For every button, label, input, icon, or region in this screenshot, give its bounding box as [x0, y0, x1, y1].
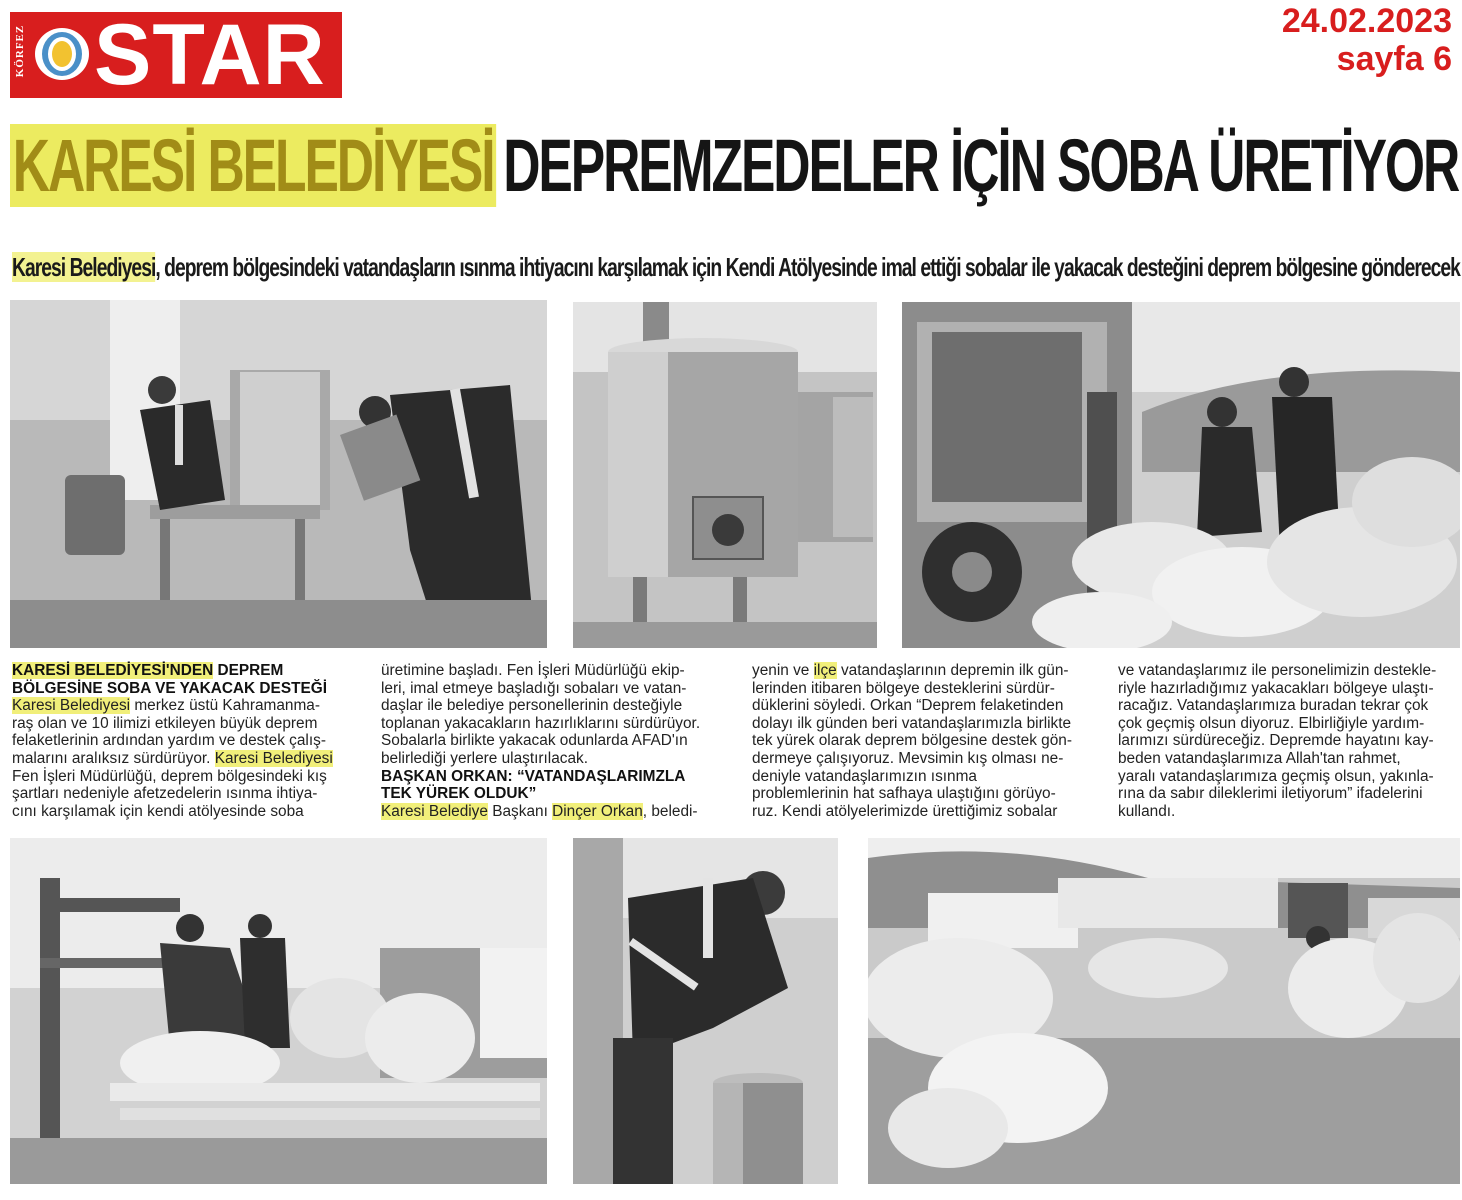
- logo-vertical-band: [10, 12, 30, 98]
- loading-sacks-photo: [10, 838, 547, 1184]
- col1-heading-rest: DEPREM: [213, 662, 284, 679]
- col4-line9: kullandı.: [1118, 802, 1176, 820]
- workers-building-stove-photo: [10, 300, 547, 648]
- forklift-firewood-photo: [902, 302, 1460, 648]
- col3-highlight-1: ilçe: [813, 662, 837, 679]
- col2-text-1: Başkanı: [487, 802, 553, 820]
- col1-line1: [12, 697, 357, 715]
- issue-date: 24.02.2023: [1281, 2, 1452, 40]
- star-logo: [10, 7, 342, 103]
- col1-heading-highlight: KARESİ BELEDİYESİ'NDEN: [12, 662, 214, 679]
- headline: [10, 116, 1458, 216]
- col2-highlight-1: Karesi Belediye: [381, 802, 488, 820]
- col4-line8: rına da sabır dileklerimi iletiyorum” ifadelerini: [1118, 785, 1423, 803]
- subhead-highlight: Karesi Belediyesi: [12, 252, 156, 282]
- article-column-4: [1118, 662, 1462, 820]
- issue-date-block: [1282, 2, 1452, 78]
- col3-line4: dolayı ilk günden beri vatandaşlarımızla birlikte: [752, 714, 1072, 732]
- col3-line6: dermeye çalışıyoruz. Mevsimin kış olması ne-: [752, 749, 1064, 767]
- col1-heading-line1: [12, 662, 357, 680]
- col2-line4: toplanan yakacakların hazırlıklarını sürdürüyor.: [381, 714, 701, 732]
- col4-line7: yaralı vatandaşlarımıza geçmiş olsun, yakınla-: [1118, 767, 1434, 785]
- col2-line2: leri, imal etmeye başladığı sobaları ve vatan-: [381, 679, 687, 697]
- finished-stove-photo: [573, 302, 877, 648]
- col4-line6: beden vatandaşlarımıza Allah'tan rahmet,: [1118, 749, 1401, 767]
- col3-text-2: vatandaşlarının depremin ilk gün-: [836, 662, 1069, 679]
- col1-line5: Fen İşleri Müdürlüğü, deprem bölgesindeki kış: [12, 767, 327, 785]
- col1-line2: raş olan ve 10 ilimizi etkileyen büyük deprem: [12, 714, 318, 732]
- firewood-sacks-yard-photo: [868, 838, 1460, 1184]
- col2-highlight-2: Dinçer Orkan: [552, 802, 643, 820]
- col1-line3: felaketlerinin ardından yardım ve destek çalış-: [12, 732, 326, 750]
- worker-welding-stove-photo: [573, 838, 838, 1184]
- col4-line1: ve vatandaşlarımız ile personelimizin destekle-: [1118, 662, 1437, 679]
- logo-text: STAR: [94, 7, 326, 103]
- col3-line5: tek yürek olarak deprem bölgesine destek gön-: [752, 732, 1072, 750]
- subhead-text: , deprem bölgesindeki vatandaşların ısınma ihtiyacını karşılamak için Kendi Atölyesinde imal ettiği sobalar ile yakacak desteğini deprem bölgesine gönderecek: [155, 252, 1460, 282]
- col1-text-1: merkez üstü Kahramanma-: [130, 697, 320, 715]
- col3-line1: [752, 662, 1102, 680]
- col2-subheading-line2: TEK YÜREK OLDUK”: [381, 785, 537, 803]
- article-column-1: [12, 662, 357, 820]
- col2-line6: belirlediği yerlere ulaştırılacak.: [381, 749, 589, 767]
- headline-rest: DEPREMZEDELER İÇİN SOBA ÜRETİYOR: [503, 124, 1459, 207]
- col3-line7: deniyle vatandaşlarımızın ısınma: [752, 767, 977, 785]
- col3-line3: düklerini söyledi. Orkan “Deprem felaketinden: [752, 697, 1064, 715]
- article-column-3: [752, 662, 1102, 820]
- col4-line3: racağız. Vatandaşlarımıza buradan tekrar çok: [1118, 697, 1429, 715]
- col1-heading-line2: BÖLGESİNE SOBA VE YAKACAK DESTEĞİ: [12, 679, 327, 697]
- col1-line7: cını karşılamak için kendi atölyesinde soba: [12, 802, 304, 820]
- col1-text-4: malarını aralıksız sürdürüyor.: [12, 749, 215, 767]
- logo-vertical-text: KÖRFEZ: [14, 24, 26, 78]
- article-column-2: [381, 662, 731, 820]
- subheadline: [12, 250, 1460, 284]
- col3-line2: lerinden itibaren bölgeye desteklerini sürdür-: [752, 679, 1055, 697]
- col2-line1: üretimine başladı. Fen İşleri Müdürlüğü ekip-: [381, 662, 685, 679]
- col2-line3: daşlar ile belediye personellerinin desteğiyle: [381, 697, 683, 715]
- col4-line2: riyle hazırladığımız yakacakları bölgeye ulaştı-: [1118, 679, 1434, 697]
- col3-line8: problemlerinin hat safhaya ulaştığını görüyo-: [752, 785, 1056, 803]
- col2-subheading-line1: BAŞKAN ORKAN: “VATANDAŞLARIMZLA: [381, 767, 686, 785]
- col4-line5: larımızı sürdüreceğiz. Depremde hayatını kay-: [1118, 732, 1434, 750]
- col2-line9: [381, 803, 731, 821]
- logo-eye-icon: [34, 26, 90, 82]
- col1-line4: [12, 750, 357, 768]
- col3-text-1: yenin ve: [752, 662, 814, 679]
- col1-highlight-2: Karesi Belediyesi: [214, 749, 333, 767]
- col1-line6: şartları nedeniyle afetzedelerin ısınma ihtiya-: [12, 785, 318, 803]
- col2-line5: Sobalarla birlikte yakacak odunlarda AFAD'ın: [381, 732, 688, 750]
- col3-line9: ruz. Kendi atölyelerimizde ürettiğimiz sobalar: [752, 802, 1058, 820]
- col4-line4: çok geçmiş olsun diyoruz. Elbirliğiyle yardım-: [1118, 714, 1425, 732]
- col2-text-2: , beledi-: [642, 802, 698, 820]
- col1-highlight-1: Karesi Belediyesi: [12, 697, 131, 715]
- page-number: sayfa 6: [1336, 40, 1452, 78]
- headline-highlight: KARESİ BELEDİYESİ: [10, 124, 496, 207]
